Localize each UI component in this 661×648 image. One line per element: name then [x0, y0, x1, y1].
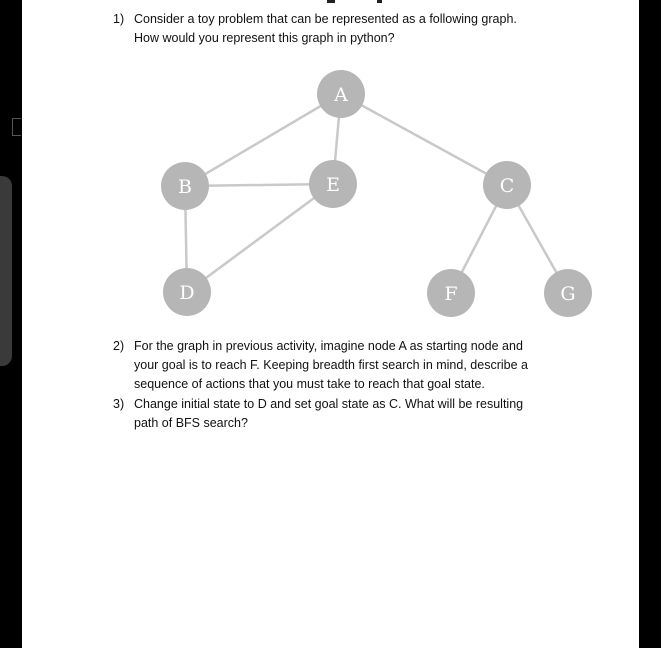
node-label: D: [179, 282, 195, 304]
node-e: [309, 160, 357, 208]
node-c: [483, 161, 531, 209]
question-line: your goal is to reach F. Keeping breadth first search in mind, describe a: [134, 358, 528, 372]
node-b: [161, 162, 209, 210]
node-label: A: [334, 84, 348, 106]
question-number: 1): [113, 12, 125, 26]
node-g: [544, 269, 592, 317]
side-panel-handle[interactable]: [0, 176, 12, 366]
question-line: Consider a toy problem that can be represented as a following graph.: [134, 12, 517, 26]
document-page: [22, 0, 639, 648]
node-label: G: [560, 283, 576, 305]
node-a: [317, 70, 365, 118]
question-line: How would you represent this graph in python?: [134, 31, 395, 45]
question-2: [113, 337, 528, 394]
graph-diagram: [22, 0, 639, 340]
node-label: B: [178, 176, 192, 198]
node-f: [427, 269, 475, 317]
node-label: E: [326, 174, 340, 196]
question-number: 3): [113, 397, 125, 411]
question-3: [113, 395, 524, 433]
edge-a-c: [341, 94, 507, 185]
question-line: Change initial state to D and set goal state as C. What will be resulting: [134, 397, 524, 411]
question-line: For the graph in previous activity, imagine node A as starting node and: [134, 339, 523, 353]
question-line: path of BFS search?: [134, 416, 248, 430]
node-label: F: [444, 283, 458, 305]
question-number: 2): [113, 339, 125, 353]
question-line: sequence of actions that you must take to reach that goal state.: [134, 377, 485, 391]
edge-e-d: [187, 184, 333, 292]
node-label: C: [499, 175, 515, 197]
node-d: [163, 268, 211, 316]
edge-marker: [12, 118, 21, 136]
